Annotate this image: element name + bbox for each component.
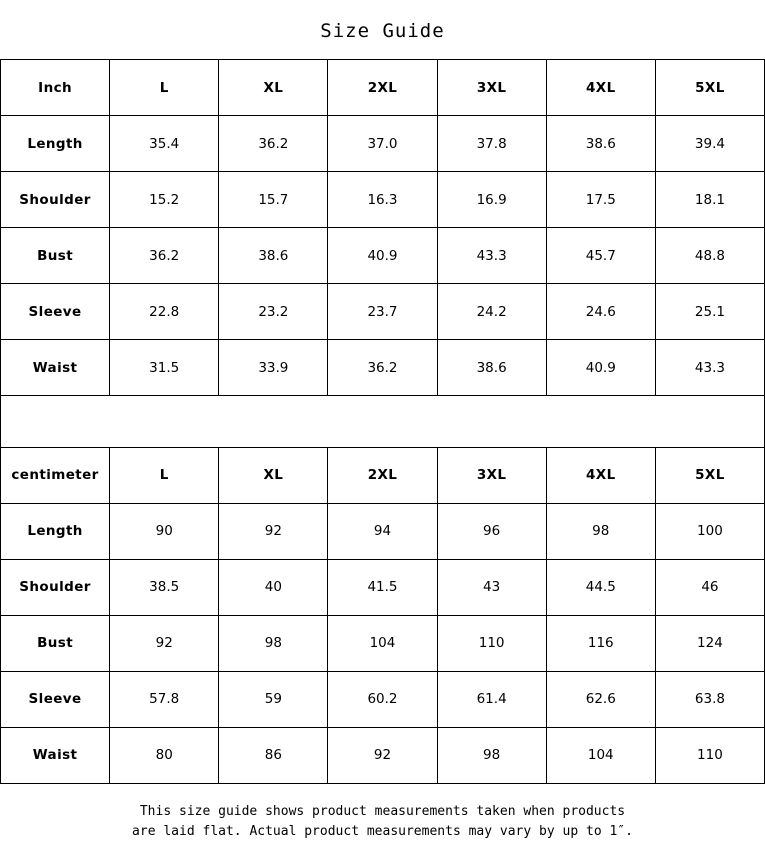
table-cell: 15.7: [219, 172, 328, 228]
table-cell: 59: [219, 671, 328, 727]
table-row: [1, 172, 765, 228]
table-row: [1, 671, 765, 727]
table-cell: 38.6: [437, 340, 546, 396]
table-cell: 100: [655, 503, 764, 559]
size-table-inch: [0, 59, 765, 396]
table-cell: 22.8: [110, 284, 219, 340]
row-label: Sleeve: [1, 671, 110, 727]
column-header-size: 5XL: [655, 60, 764, 116]
table-cell: 16.9: [437, 172, 546, 228]
table-cell: 40.9: [546, 340, 655, 396]
table-cell: 61.4: [437, 671, 546, 727]
column-header-size: XL: [219, 60, 328, 116]
table-cell: 104: [546, 727, 655, 783]
table-cell: 110: [437, 615, 546, 671]
table-cell: 86: [219, 727, 328, 783]
column-header-size: 2XL: [328, 447, 437, 503]
table-cell: 92: [219, 503, 328, 559]
table-cell: 24.2: [437, 284, 546, 340]
size-table-centimeter: [0, 447, 765, 784]
table-cell: 43: [437, 559, 546, 615]
table-cell: 116: [546, 615, 655, 671]
column-header-size: L: [110, 60, 219, 116]
row-label: Waist: [1, 727, 110, 783]
row-label: Bust: [1, 228, 110, 284]
column-header-size: 3XL: [437, 447, 546, 503]
row-label: Shoulder: [1, 559, 110, 615]
table-row: [1, 284, 765, 340]
table-cell: 45.7: [546, 228, 655, 284]
row-label: Length: [1, 116, 110, 172]
table-cell: 43.3: [437, 228, 546, 284]
page-title: Size Guide: [320, 20, 445, 42]
table-cell: 63.8: [655, 671, 764, 727]
table-separator-row: [0, 396, 765, 447]
table-cell: 62.6: [546, 671, 655, 727]
table-cell: 124: [655, 615, 764, 671]
column-header-size: 3XL: [437, 60, 546, 116]
footer-line-2: are laid flat. Actual product measurements may vary by up to 1″.: [132, 823, 633, 839]
table-cell: 37.8: [437, 116, 546, 172]
table-cell: 80: [110, 727, 219, 783]
column-header-size: L: [110, 447, 219, 503]
unit-label-centimeter: centimeter: [1, 447, 110, 503]
table-cell: 37.0: [328, 116, 437, 172]
table-row: [1, 727, 765, 783]
table-cell: 40: [219, 559, 328, 615]
row-label: Bust: [1, 615, 110, 671]
table-cell: 57.8: [110, 671, 219, 727]
table-cell: 36.2: [110, 228, 219, 284]
column-header-size: 4XL: [546, 447, 655, 503]
table-row: [1, 116, 765, 172]
table-cell: 15.2: [110, 172, 219, 228]
table-cell: 96: [437, 503, 546, 559]
row-label: Waist: [1, 340, 110, 396]
table-cell: 46: [655, 559, 764, 615]
table-cell: 16.3: [328, 172, 437, 228]
table-row: [1, 559, 765, 615]
footer-note: [0, 784, 765, 842]
table-cell: 25.1: [655, 284, 764, 340]
column-header-size: 2XL: [328, 60, 437, 116]
column-header-size: XL: [219, 447, 328, 503]
table-row: [1, 503, 765, 559]
row-label: Length: [1, 503, 110, 559]
table-cell: 36.2: [219, 116, 328, 172]
table-cell: 17.5: [546, 172, 655, 228]
row-label: Sleeve: [1, 284, 110, 340]
table-cell: 36.2: [328, 340, 437, 396]
table-cell: 44.5: [546, 559, 655, 615]
table-cell: 90: [110, 503, 219, 559]
table-cell: 94: [328, 503, 437, 559]
table-cell: 35.4: [110, 116, 219, 172]
table-header-row: [1, 447, 765, 503]
table-cell: 110: [655, 727, 764, 783]
table-cell: 48.8: [655, 228, 764, 284]
column-header-size: 5XL: [655, 447, 764, 503]
table-cell: 23.2: [219, 284, 328, 340]
table-row: [1, 615, 765, 671]
column-header-size: 4XL: [546, 60, 655, 116]
unit-label-inch: Inch: [1, 60, 110, 116]
table-cell: 33.9: [219, 340, 328, 396]
table-cell: 31.5: [110, 340, 219, 396]
footer-line-1: This size guide shows product measurements taken when products: [139, 803, 626, 819]
table-cell: 92: [328, 727, 437, 783]
table-cell: 23.7: [328, 284, 437, 340]
table-cell: 38.6: [219, 228, 328, 284]
table-cell: 43.3: [655, 340, 764, 396]
table-cell: 60.2: [328, 671, 437, 727]
table-cell: 98: [437, 727, 546, 783]
table-row: [1, 228, 765, 284]
table-cell: 18.1: [655, 172, 764, 228]
table-cell: 38.5: [110, 559, 219, 615]
table-cell: 98: [546, 503, 655, 559]
table-cell: 24.6: [546, 284, 655, 340]
row-label: Shoulder: [1, 172, 110, 228]
table-cell: 92: [110, 615, 219, 671]
table-cell: 98: [219, 615, 328, 671]
table-cell: 38.6: [546, 116, 655, 172]
table-cell: 40.9: [328, 228, 437, 284]
table-cell: 41.5: [328, 559, 437, 615]
table-cell: 104: [328, 615, 437, 671]
table-cell: 39.4: [655, 116, 764, 172]
table-header-row: [1, 60, 765, 116]
table-row: [1, 340, 765, 396]
